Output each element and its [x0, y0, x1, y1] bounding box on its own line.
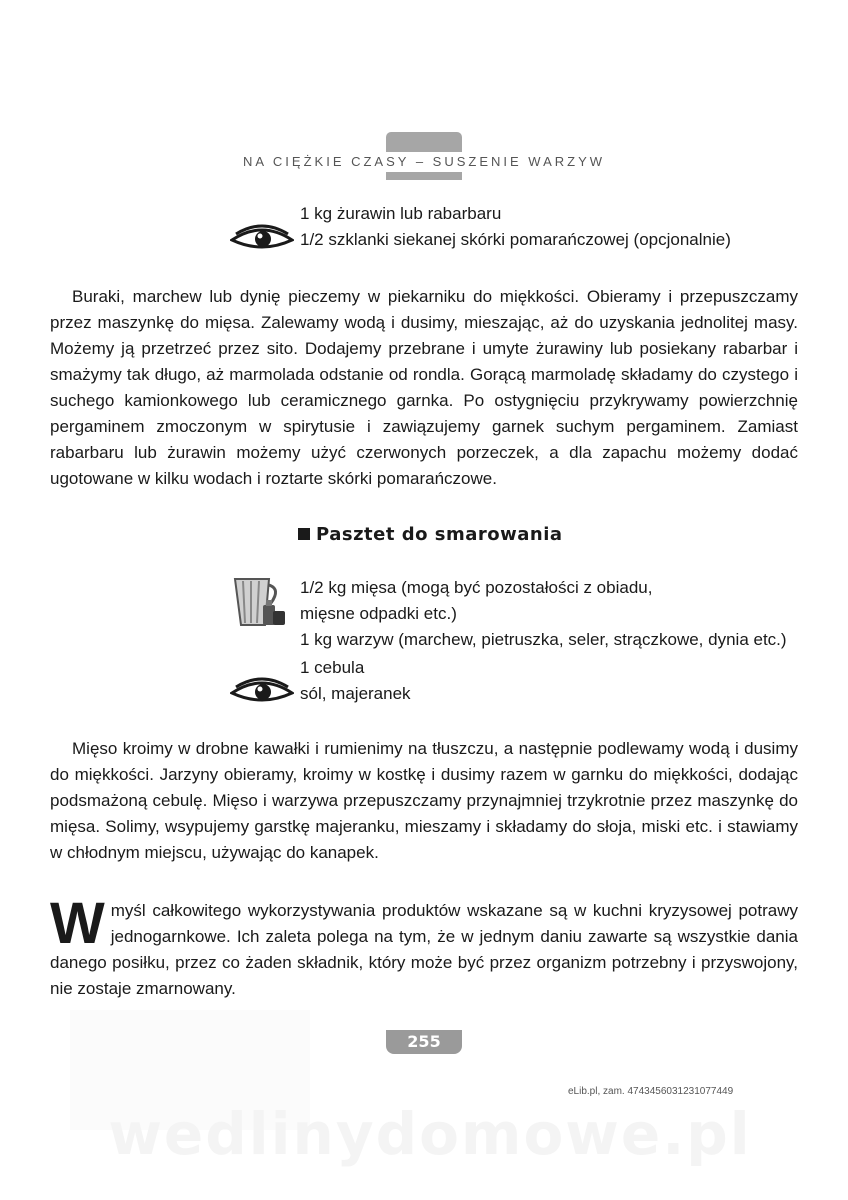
square-bullet-icon: [298, 528, 310, 540]
jug-icon: [229, 573, 293, 629]
page-number: 255: [386, 1030, 462, 1054]
paragraph-marmalade: Buraki, marchew lub dynię pieczemy w piekarniku do miękkości. Obieramy i przepuszczamy przez maszynkę do mięsa. Zalewamy wodą i dusimy, mieszając, aż do uzyskania jednolitej masy. Możemy ją przetrzeć przez sito. Dodajemy przebrane i umyte żurawiny lub posiekany rabarbar i smażymy tak długo, aż marmolada odstanie od rondla. Gorącą marmoladę składamy do czystego i suchego kamionkowego lub ceramicznego garnka. Po ostygnięciu przykrywamy powierzchnię pergaminem zmoczonym w spirytusie i zawiązujemy garnek suchym pergaminem. Zamiast rabarbaru lub żurawin możemy użyć czerwonych porzeczek, a dla zapachu możemy dodać ugotowane w kilku wodach i roztarte skórki pomarańczowe.: [50, 287, 798, 488]
eye-icon: [230, 224, 294, 254]
ingredient-line: 1/2 szklanki siekanej skórki pomarańczowej (opcjonalnie): [300, 230, 731, 249]
recipe-heading-text: Pasztet do smarowania: [316, 524, 563, 545]
running-header: NA CIĘŻKIE CZASY – SUSZENIE WARZYW: [242, 154, 606, 169]
watermark: wedlinydomowe.pl: [108, 1100, 752, 1168]
ingredient-line: 1 kg żurawin lub rabarbaru: [300, 204, 502, 223]
ingredient-line: mięsne odpadki etc.): [300, 604, 457, 623]
footer-note: eLib.pl, zam. 4743456031231077449: [568, 1086, 734, 1097]
paragraph-pate: Mięso kroimy w drobne kawałki i rumienimy na tłuszczu, a następnie podlewamy wodą i dusimy do miękkości. Jarzyny obieramy, kroimy w kostkę i dusimy razem w garnku do miękkości, dodając podsmażoną cebulę. Mięso i warzywa przepuszczamy przynajmniej trzykrotnie przez maszynkę do mięsa. Solimy, wsypujemy garstkę majeranku, mieszamy i składamy do słoja, miski etc. i stawiamy w chłodnym miejscu, używając do kanapek.: [50, 739, 798, 862]
paragraph-one-pot: [50, 891, 798, 1002]
ingredient-line: 1 kg warzyw (marchew, pietruszka, seler, strączkowe, dynia etc.): [300, 630, 787, 649]
header-underline-tab: [386, 172, 462, 180]
eye-icon: [230, 677, 294, 707]
recipe-heading: [298, 524, 563, 545]
ingredient-line: 1 cebula: [300, 658, 365, 677]
paragraph-one-pot-text: myśl całkowitego wykorzystywania produktów wskazane są w kuchni kryzysowej potrawy jednogarnkowe. Ich zaleta polega na tym, że w jednym daniu zawarte są wszystkie dania danego posiłku, przez co żaden składnik, który może być przez organizm potrzebny i przyswojony, nie zostaje zmarnowany.: [50, 901, 798, 998]
ingredient-line: 1/2 kg mięsa (mogą być pozostałości z obiadu,: [300, 578, 653, 597]
ingredient-line: sól, majeranek: [300, 684, 411, 703]
header-tab: [386, 132, 462, 152]
drop-cap: W: [50, 891, 105, 956]
